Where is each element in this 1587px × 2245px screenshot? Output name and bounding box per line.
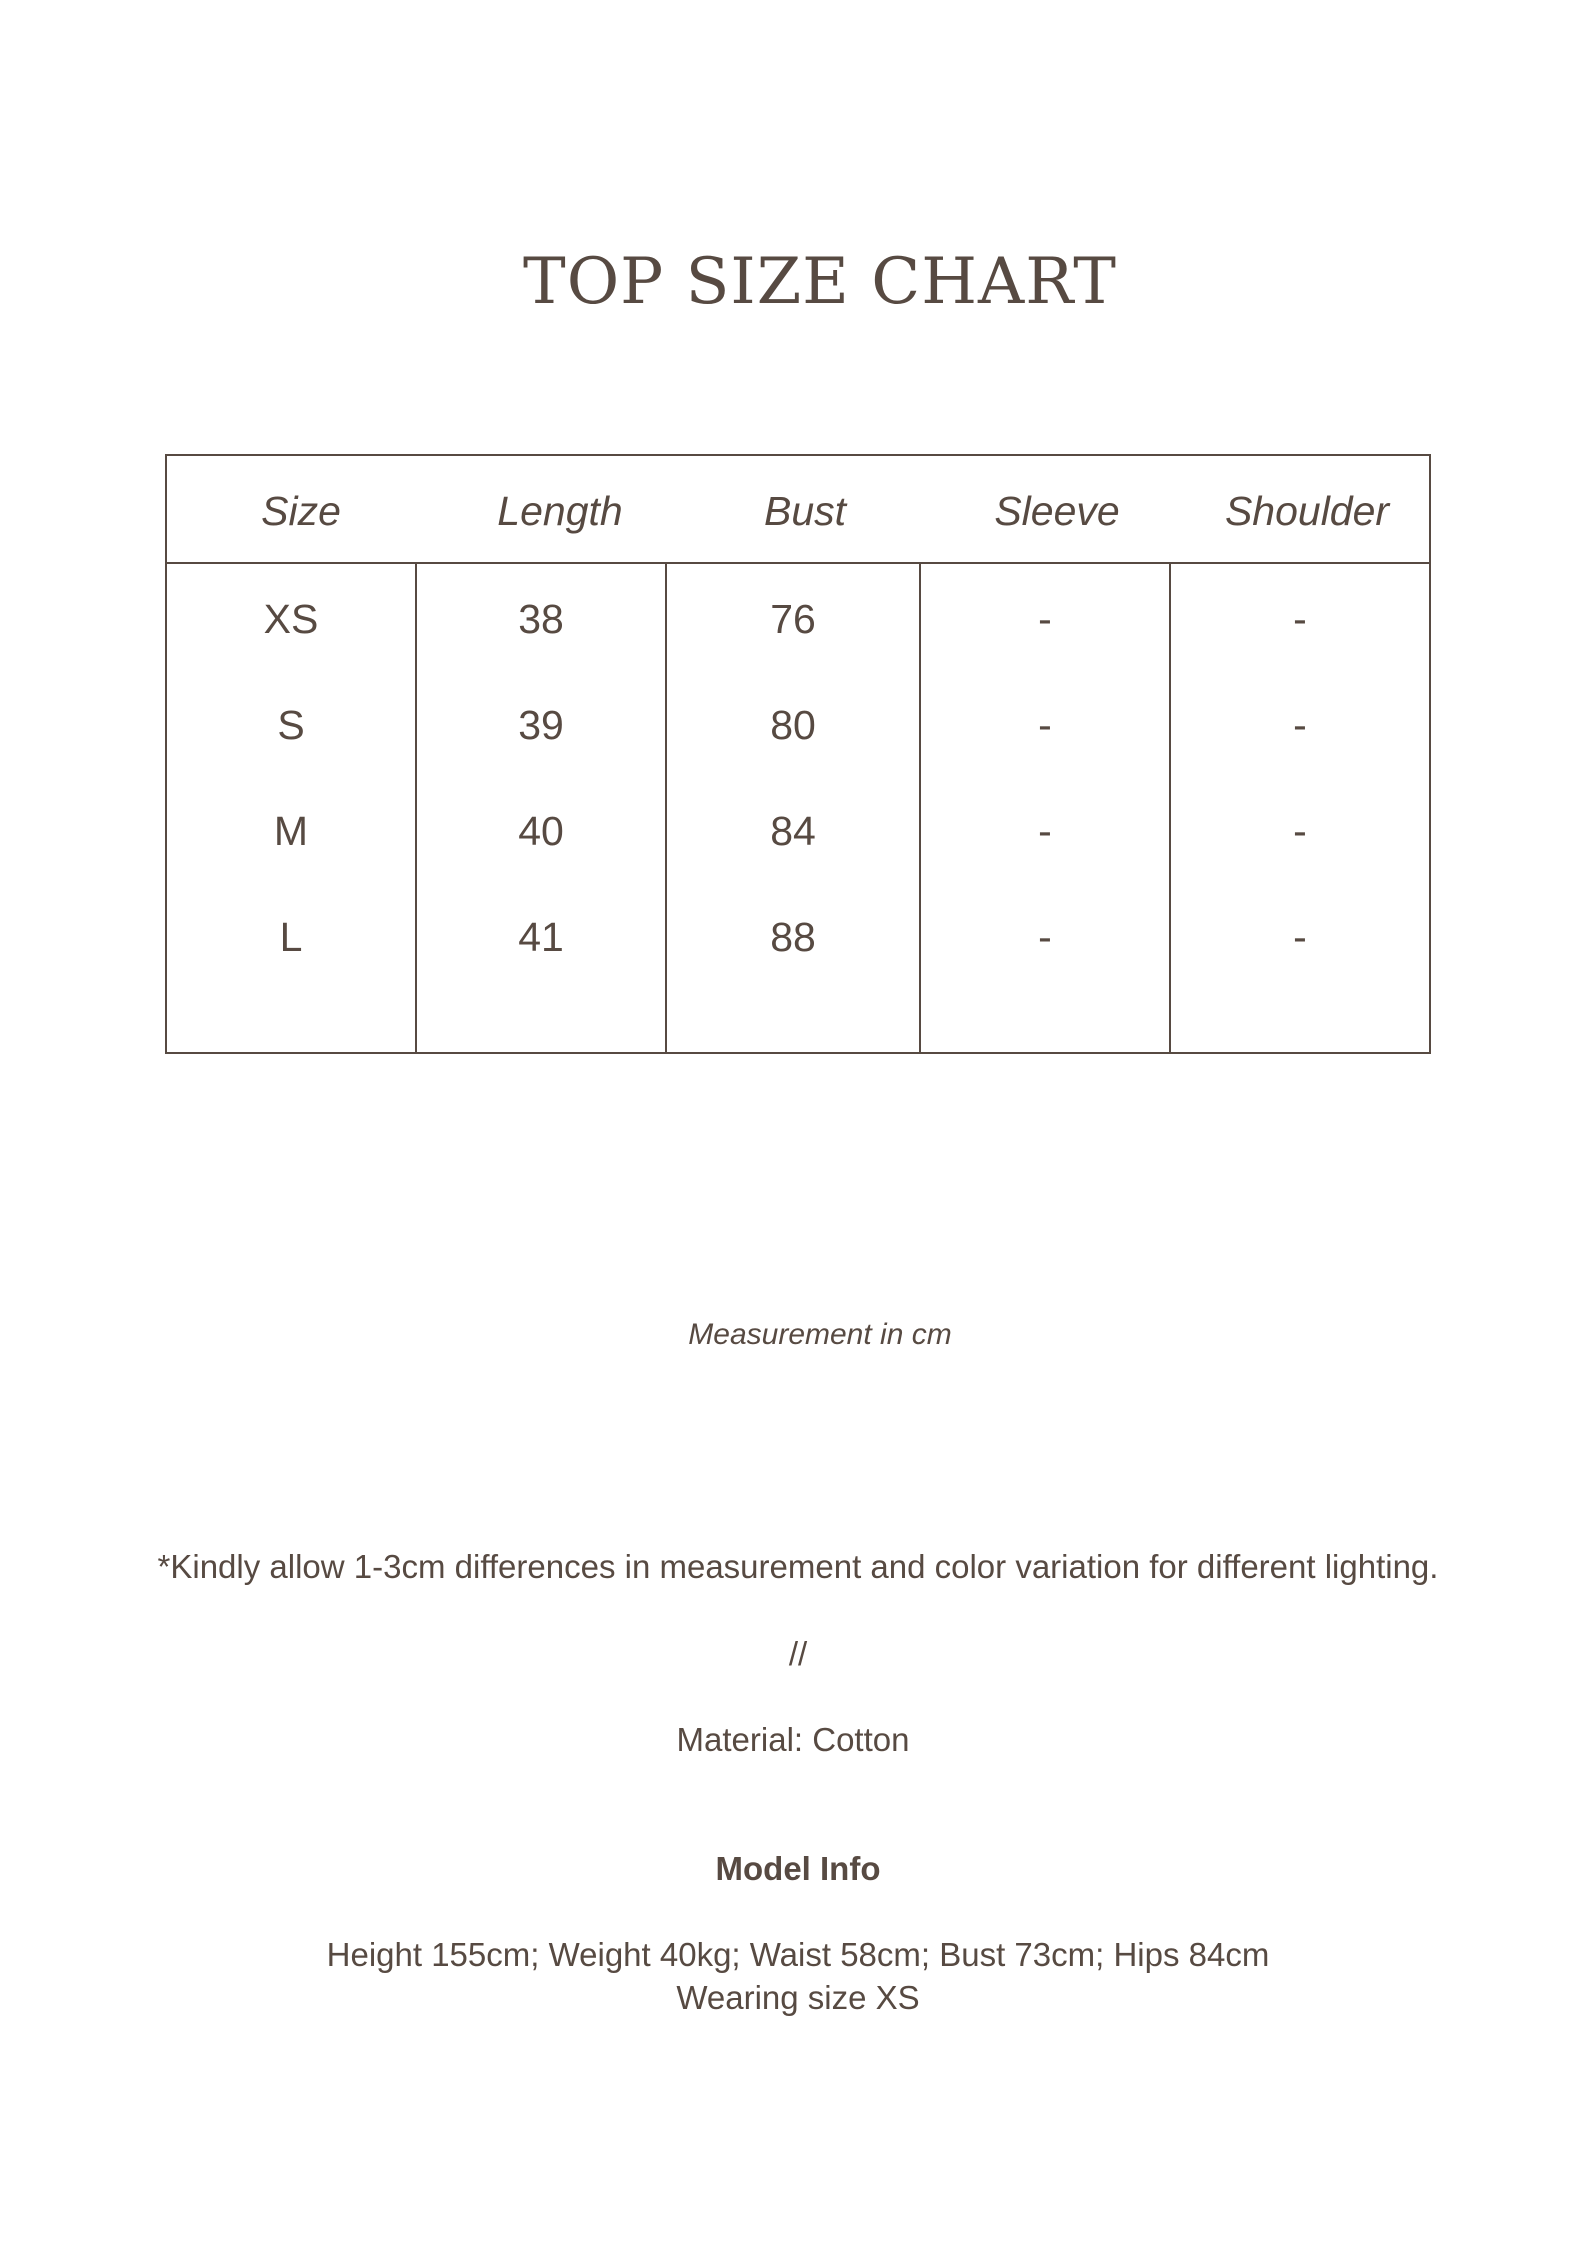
model-measurements: Height 155cm; Weight 40kg; Waist 58cm; Bust 73cm; Hips 84cm	[326, 1936, 1270, 1973]
table-cell: -	[1038, 808, 1052, 854]
table-cell: M	[273, 808, 309, 854]
table-cell: 80	[770, 702, 816, 748]
table-cell: 40	[518, 808, 564, 854]
table-cell: 41	[518, 914, 564, 960]
header-length: Length	[497, 488, 623, 534]
material-text: Material: Cotton	[676, 1721, 910, 1758]
table-cell: -	[1293, 596, 1307, 642]
size-chart-table	[165, 454, 1431, 1054]
disclaimer-text: *Kindly allow 1-3cm differences in measurement and color variation for different lighting.	[157, 1548, 1439, 1585]
model-info-heading: Model Info	[715, 1850, 881, 1887]
page-title: TOP SIZE CHART	[523, 245, 1117, 319]
header-bust: Bust	[763, 488, 847, 534]
header-sleeve: Sleeve	[994, 488, 1120, 534]
table-cell: 76	[770, 596, 816, 642]
table-cell: 39	[518, 702, 564, 748]
table-cell: -	[1293, 702, 1307, 748]
column-bust	[667, 564, 919, 1052]
column-length	[417, 564, 665, 1052]
table-cell: 84	[770, 808, 816, 854]
separator: //	[788, 1635, 808, 1672]
model-wearing-size: Wearing size XS	[676, 1979, 920, 2016]
column-size	[167, 564, 415, 1052]
table-header-row	[167, 456, 1429, 564]
header-size: Size	[261, 488, 341, 534]
header-shoulder: Shoulder	[1224, 488, 1390, 534]
table-cell: -	[1293, 914, 1307, 960]
unit-note: Measurement in cm	[688, 1318, 952, 1351]
table-cell: 88	[770, 914, 816, 960]
table-cell: -	[1293, 808, 1307, 854]
column-shoulder	[1171, 564, 1429, 1052]
table-cell: -	[1038, 914, 1052, 960]
column-sleeve	[921, 564, 1169, 1052]
table-cell: L	[279, 914, 303, 960]
table-cell: -	[1038, 596, 1052, 642]
table-cell: XS	[263, 596, 319, 642]
table-cell: 38	[518, 596, 564, 642]
table-cell: S	[277, 702, 305, 748]
table-cell: -	[1038, 702, 1052, 748]
